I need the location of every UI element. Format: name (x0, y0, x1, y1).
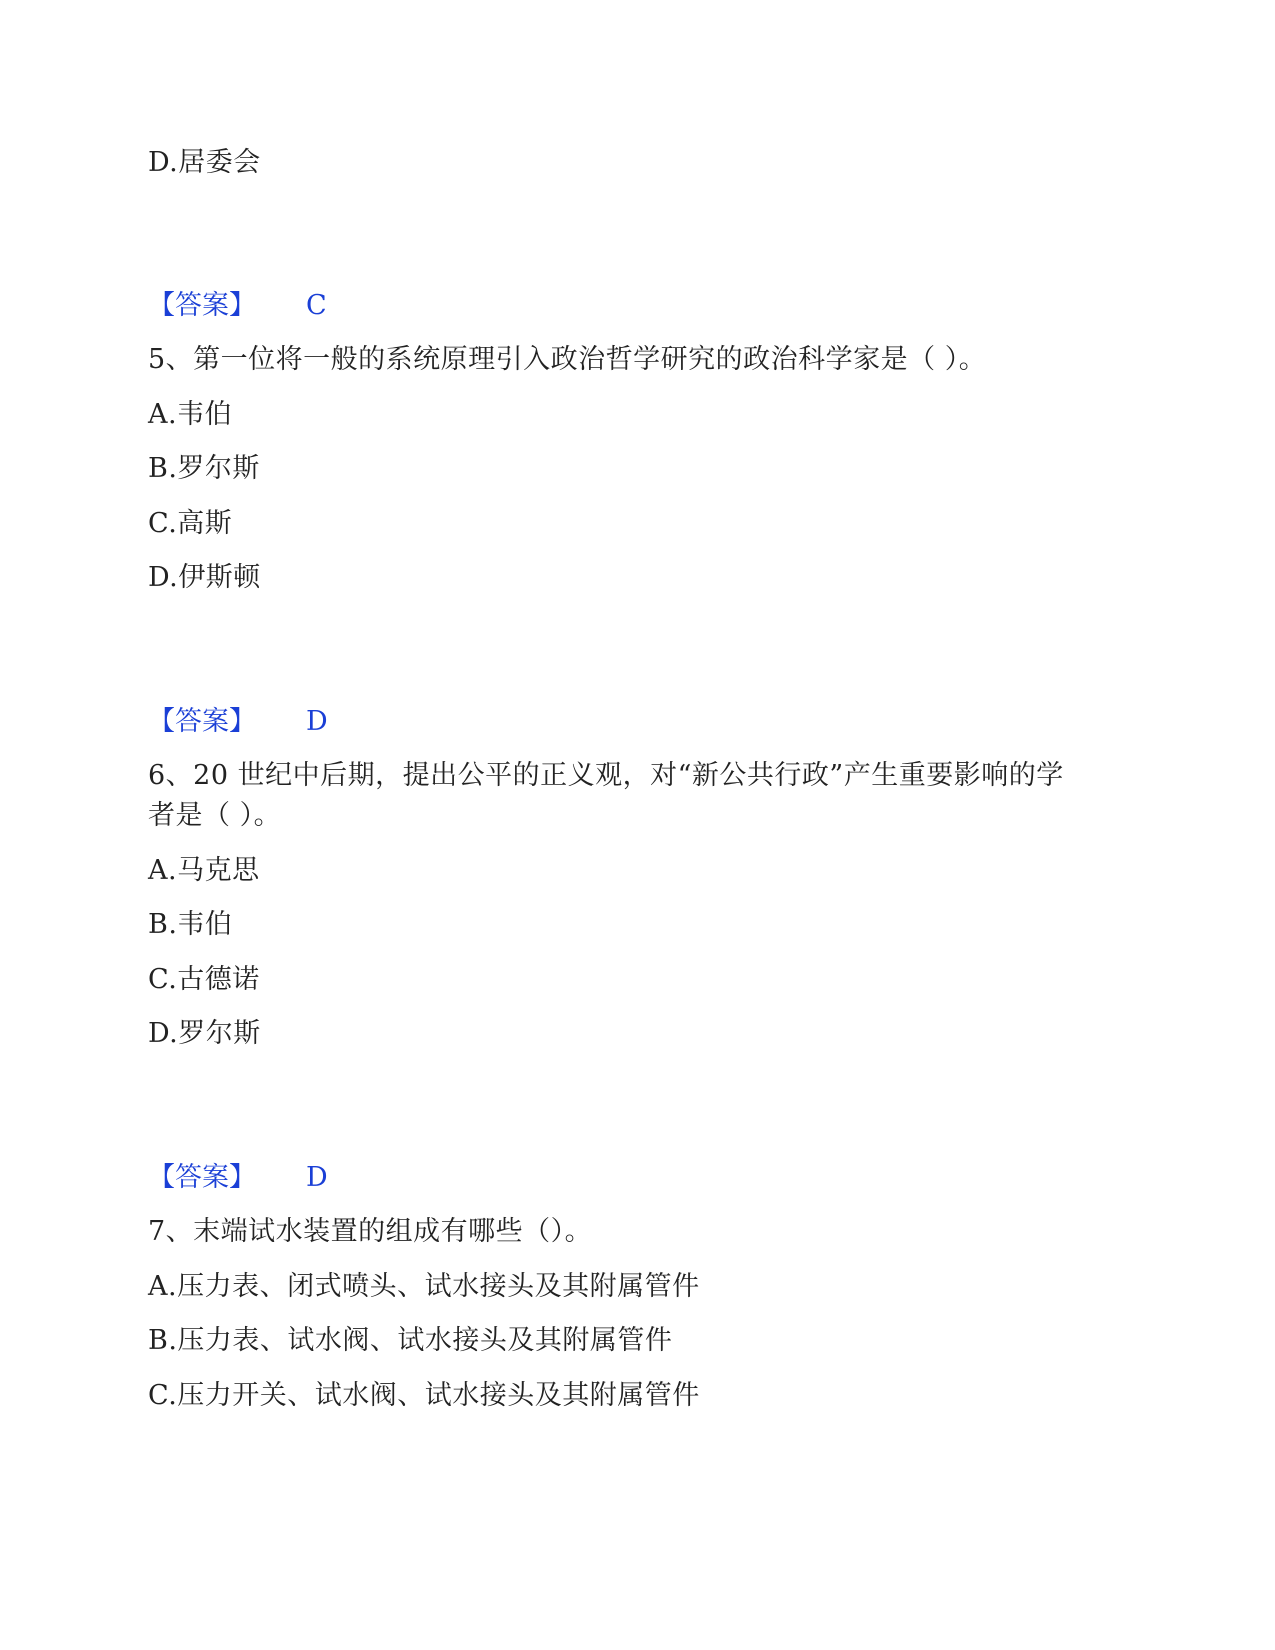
question-5-option-d: D.伊斯顿 (148, 562, 261, 593)
question-5-stem: 5、第一位将一般的系统原理引入政治哲学研究的政治科学家是（ ）。 (148, 344, 987, 375)
answer-row-4 (148, 289, 327, 323)
answer-label: 【答案】 (148, 706, 256, 737)
answer-label: 【答案】 (148, 290, 256, 321)
question-6-option-c: C.古德诺 (148, 964, 260, 995)
question-7-option-b: B.压力表、试水阀、试水接头及其附属管件 (148, 1325, 673, 1356)
question-5-option-b: B.罗尔斯 (148, 453, 260, 484)
question-7-option-a: A.压力表、闭式喷头、试水接头及其附属管件 (148, 1271, 700, 1302)
answer-value: D (306, 706, 328, 737)
option-d-prev: D.居委会 (148, 147, 261, 178)
question-6-stem-line1: 6、20 世纪中后期，提出公平的正义观，对“新公共行政”产生重要影响的学 (148, 760, 1064, 791)
question-5-option-c: C.高斯 (148, 508, 233, 539)
answer-value: C (306, 290, 327, 321)
answer-value: D (306, 1162, 328, 1193)
answer-label: 【答案】 (148, 1162, 256, 1193)
answer-row-6 (148, 1161, 328, 1195)
question-6-option-b: B.韦伯 (148, 909, 233, 940)
question-7-option-c: C.压力开关、试水阀、试水接头及其附属管件 (148, 1380, 700, 1411)
question-6-option-a: A.马克思 (148, 855, 260, 886)
question-5-option-a: A.韦伯 (148, 399, 233, 430)
question-6-option-d: D.罗尔斯 (148, 1018, 261, 1049)
question-7-stem: 7、末端试水装置的组成有哪些（）。 (148, 1216, 593, 1247)
question-6-stem-line2: 者是（ ）。 (148, 800, 282, 831)
answer-row-5 (148, 705, 328, 739)
